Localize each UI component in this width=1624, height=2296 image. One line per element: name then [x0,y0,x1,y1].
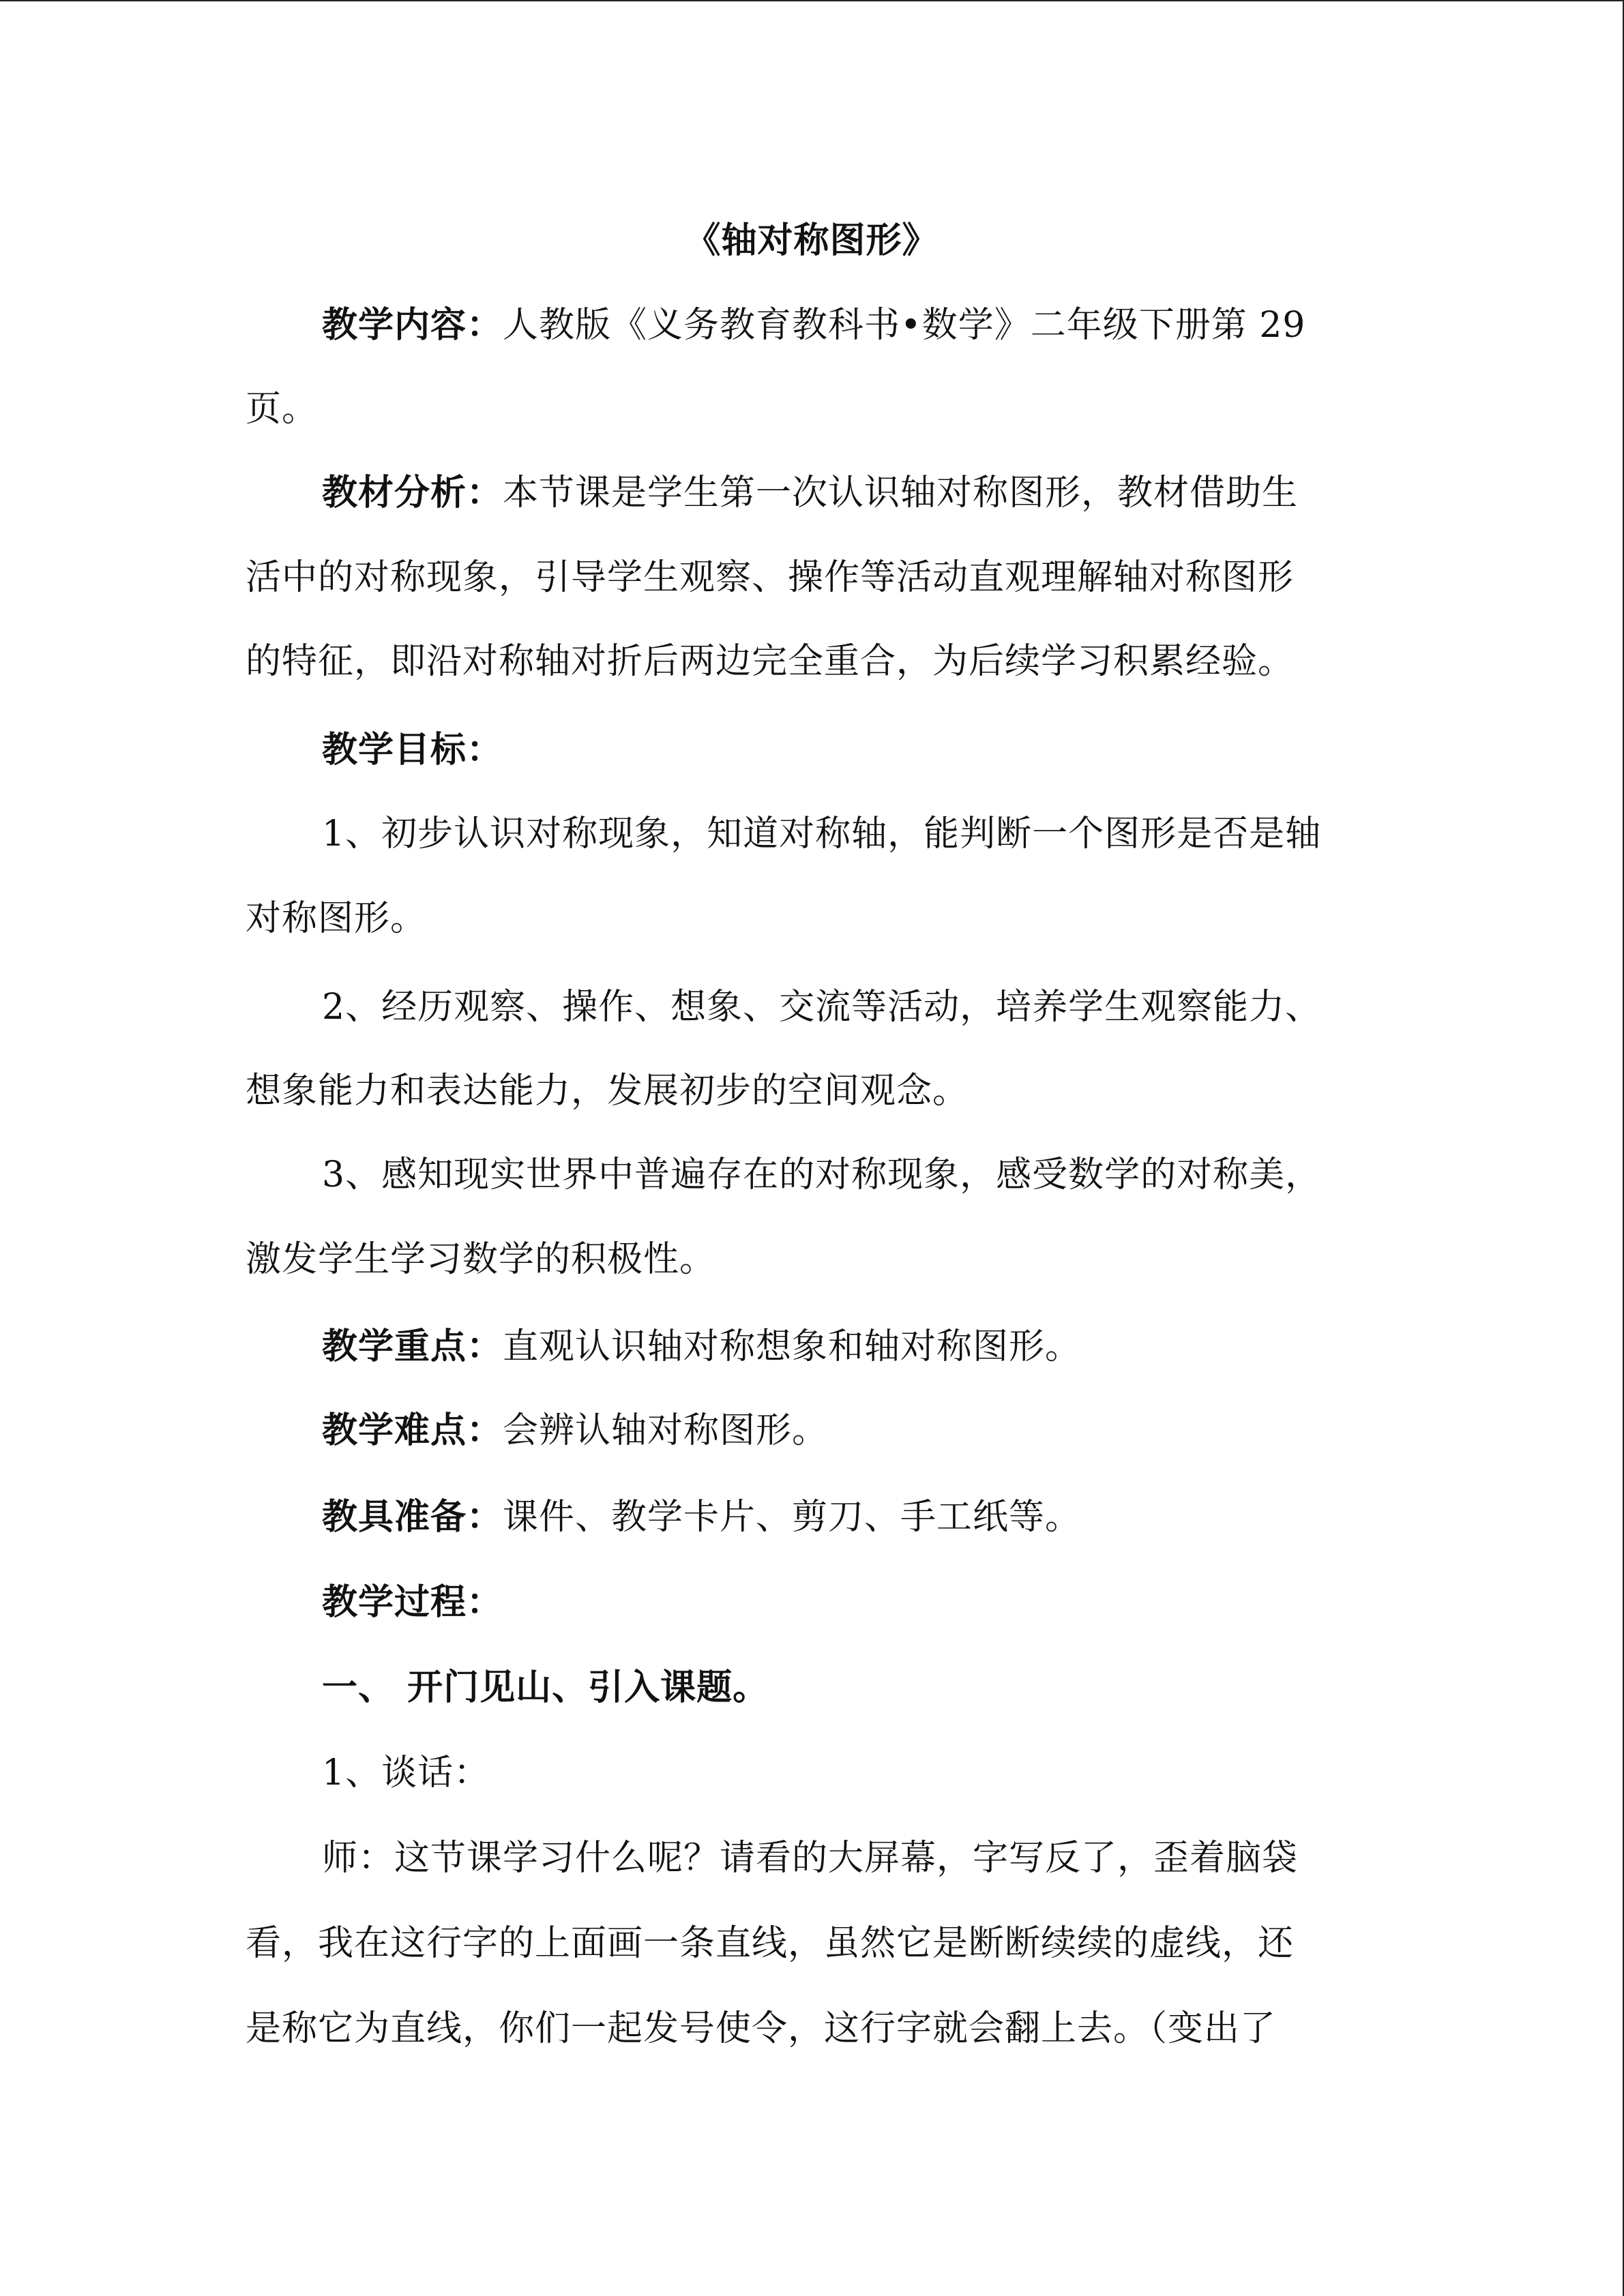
teaching-difficulty-label: 教学难点： [322,1410,503,1451]
teaching-content-line-2: 页。 [246,389,319,430]
teaching-process-heading: 教学过程： [322,1581,503,1623]
goal-2-line-1: 2、经历观察、操作、想象、交流等活动，培养学生观察能力、 [322,987,1322,1028]
teaching-goals-heading: 教学目标： [322,729,503,771]
teaching-content-text: 人教版《义务教育教科书•数学》二年级下册第 29 [503,305,1306,346]
material-analysis-label: 教材分析： [322,472,503,513]
teaching-difficulty-text: 会辨认轴对称图形。 [503,1410,829,1451]
material-analysis-line-2: 活中的对称现象，引导学生观察、操作等活动直观理解轴对称图形 [246,557,1295,598]
material-analysis-line-3: 的特征，即沿对称轴对折后两边完全重合，为后续学习积累经验。 [246,641,1295,682]
material-analysis-line-1 [246,469,1454,517]
talk-label: 1、谈话： [322,1753,490,1793]
teacher-line-3: 是称它为直线，你们一起发号使令，这行字就会翻上去。（变出了 [246,2008,1277,2049]
teaching-difficulty-line [246,1407,1454,1455]
goal-1-line-1: 1、初步认识对称现象，知道对称轴，能判断一个图形是否是轴 [322,814,1322,854]
goal-3-line-1: 3、感知现实世界中普遍存在的对称现象，感受数学的对称美， [322,1154,1322,1195]
section-1-heading: 一、 开门见山、引入课题。 [322,1667,769,1708]
goal-1-line-2: 对称图形。 [246,898,427,939]
page-top-border [0,0,1624,1]
document-title: 《轴对称图形》 [685,220,939,261]
goal-2-line-2: 想象能力和表达能力，发展初步的空间观念。 [246,1071,969,1112]
teacher-line-1: 师：这节课学习什么呢？请看的大屏幕，字写反了，歪着脑袋 [322,1838,1299,1879]
teaching-key-line [246,1323,1454,1371]
goal-3-line-2: 激发学生学习数学的积极性。 [246,1239,716,1280]
teaching-key-text: 直观认识轴对称想象和轴对称图形。 [503,1326,1082,1367]
material-analysis-text: 本节课是学生第一次认识轴对称图形，教材借助生 [503,473,1299,513]
teaching-content-line-1 [246,301,1454,349]
teaching-content-label: 教学内容： [322,304,503,346]
teaching-tools-label: 教具准备： [322,1496,503,1538]
teaching-key-label: 教学重点： [322,1326,503,1367]
teacher-line-2: 看，我在这行字的上面画一条直线，虽然它是断断续续的虚线，还 [246,1923,1295,1964]
teaching-tools-text: 课件、教学卡片、剪刀、手工纸等。 [503,1497,1082,1538]
teaching-tools-line [246,1493,1454,1541]
